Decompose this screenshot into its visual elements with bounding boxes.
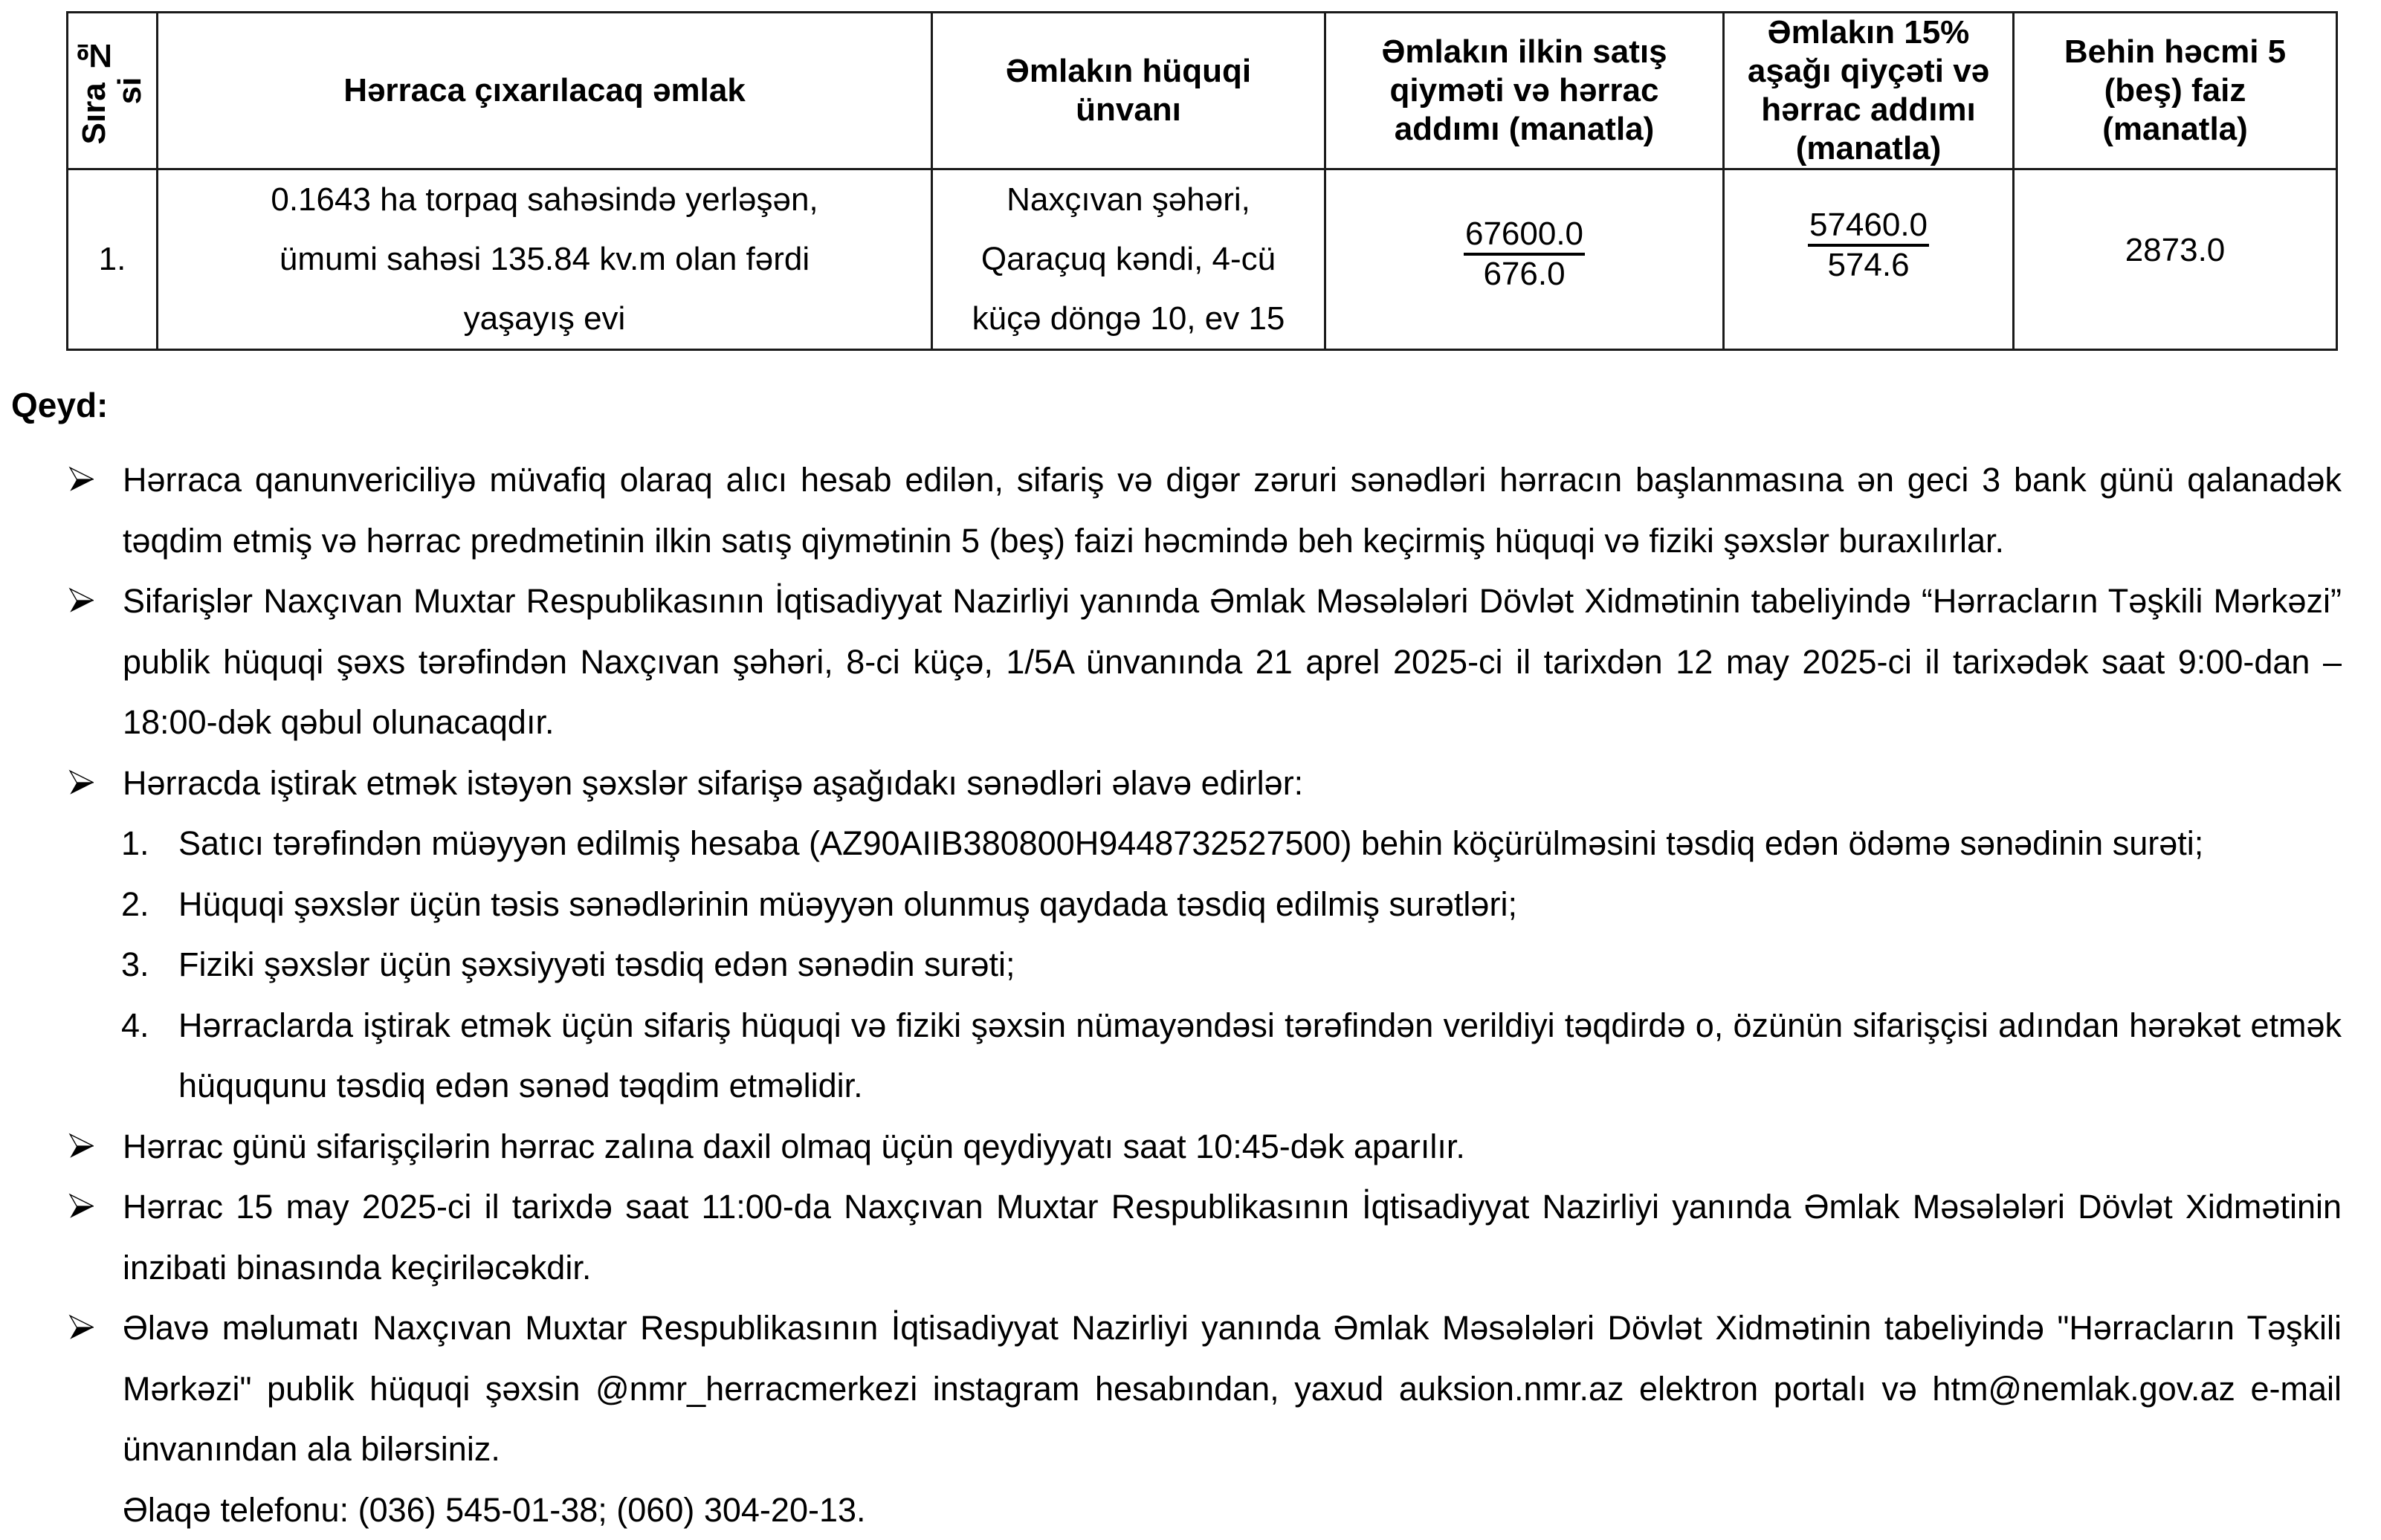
header-sira [68, 13, 158, 169]
reduced-step: 574.6 [1808, 247, 1929, 284]
note-text: Hərrac 15 may 2025-ci il tarixdə saat 11:00-da Naxçıvan Muxtar Respublikasının İqtisadiyyat Nazirliyi yanında Əmlak Məsələləri Dövlət Xidmətinin inzibati binasında keçiriləcəkdir. [123, 1188, 2342, 1287]
document-number: 2. [121, 874, 149, 935]
document-number: 1. [121, 813, 149, 874]
notes-label: Qeyd: [11, 385, 108, 425]
note-item [0, 753, 2342, 814]
note-text: Əlavə məlumatı Naxçıvan Muxtar Respublikasının İqtisadiyyat Nazirliyi yanında Əmlak Məsələləri Dövlət Xidmətinin tabeliyində "Hərracların Təşkili Mərkəzi" publik hüquqi şəxsin @nmr_herracmerkezi instagram hesabından, yaxud auksion.nmr.az elektron portalı və htm@nemlak.gov.az e-mail ünvanından ala bilərsiniz. [123, 1309, 2342, 1468]
reduced-price: 57460.0 [1808, 207, 1929, 247]
document-text: Hərraclarda iştirak etmək üçün sifariş hüquqi və fiziki şəxsin nümayəndəsi tərəfindən verildiyi təqdirdə o, özünün sifarişçisi adından hərəkət etmək hüququnu təsdiq edən sənəd təqdim etməlidir. [178, 1006, 2342, 1105]
arrowhead-bullet-icon [68, 587, 95, 614]
header-sira-label: Sıra № si [77, 37, 148, 144]
note-text: Hərrac günü sifarişçilərin hərrac zalına daxil olmaq üçün qeydiyyatı saat 10:45-dək aparılır. [123, 1128, 1465, 1165]
note-text: Sifarişlər Naxçıvan Muxtar Respublikasının İqtisadiyyat Nazirliyi yanında Əmlak Məsələləri Dövlət Xidmətinin tabeliyində “Hərracların Təşkili Mərkəzi” publik hüquqi şəxs tərəfindən Naxçıvan şəhəri, 8-ci küçə, 1/5A ünvanında 21 aprel 2025-ci il tarixdən 12 may 2025-ci il tarixədək saat 9:00-dan – 18:00-dək qəbul olunacaqdır. [123, 582, 2342, 741]
reduced-price-fraction [1808, 207, 1929, 284]
document-text: Fiziki şəxslər üçün şəxsiyyəti təsdiq edən sənədin surəti; [178, 945, 1015, 983]
initial-price-fraction [1464, 216, 1585, 293]
document-item [0, 934, 2342, 995]
deposit-value: 2873.0 [2125, 232, 2226, 268]
cell-number: 1. [68, 169, 158, 350]
cell-reduced-price [1724, 169, 2014, 350]
arrowhead-bullet-icon [68, 1314, 95, 1341]
document-item [0, 995, 2342, 1116]
cell-initial-price [1325, 169, 1724, 350]
cell-address: Naxçıvan şəhəri, Qaraçuq kəndi, 4-cü küçə döngə 10, ev 15 [932, 169, 1325, 350]
initial-step: 676.0 [1464, 256, 1585, 293]
document-item [0, 813, 2342, 874]
contact-phone: Əlaqə telefonu: (036) 545-01-38; (060) 304-20-13. [0, 1480, 2342, 1540]
note-text: Hərracda iştirak etmək istəyən şəxslər sifarişə aşağıdakı sənədləri əlavə edirlər: [123, 764, 1303, 802]
note-item [0, 1298, 2342, 1480]
table-header-row [68, 13, 2337, 169]
arrowhead-bullet-icon [68, 1133, 95, 1159]
header-reduced-price: Əmlakın 15% aşağı qiyçəti və hərrac addımı (manatla) [1724, 13, 2014, 169]
cell-deposit [2014, 169, 2337, 350]
notes-section [0, 450, 2342, 1540]
header-initial-price: Əmlakın ilkin satış qiyməti və hərrac addımı (manatla) [1325, 13, 1724, 169]
document-number: 3. [121, 934, 149, 995]
document-text: Hüquqi şəxslər üçün təsis sənədlərinin müəyyən olunmuş qaydada təsdiq edilmiş surətləri; [178, 885, 1517, 923]
arrowhead-bullet-icon [68, 769, 95, 796]
initial-price: 67600.0 [1464, 216, 1585, 256]
cell-property: 0.1643 ha torpaq sahəsində yerləşən, ümumi sahəsi 135.84 kv.m olan fərdi yaşayış evi [158, 169, 932, 350]
table-row [68, 169, 2337, 350]
auction-table [66, 11, 2338, 351]
arrowhead-bullet-icon [68, 1193, 95, 1220]
header-property: Hərraca çıxarılacaq əmlak [158, 13, 932, 169]
note-item [0, 1116, 2342, 1177]
note-item [0, 450, 2342, 571]
note-item [0, 1177, 2342, 1298]
arrowhead-bullet-icon [68, 466, 95, 493]
document-text: Satıcı tərəfindən müəyyən edilmiş hesaba (AZ90AIIB380800H9448732527500) behin köçürülməsini təsdiq edən ödəmə sənədinin surəti; [178, 824, 2203, 862]
document-item [0, 874, 2342, 935]
header-address: Əmlakın hüquqi ünvanı [932, 13, 1325, 169]
note-text: Hərraca qanunvericiliyə müvafiq olaraq alıcı hesab edilən, sifariş və digər zəruri sənədləri hərracın başlanmasına ən geci 3 bank günü qalanadək təqdim etmiş və hərrac predmetinin ilkin satış qiymətinin 5 (beş) faizi həcmində beh keçirmiş hüquqi və fiziki şəxslər buraxılırlar. [123, 461, 2342, 560]
note-item [0, 571, 2342, 753]
header-deposit: Behin həcmi 5 (beş) faiz (manatla) [2014, 13, 2337, 169]
document-number: 4. [121, 995, 149, 1056]
